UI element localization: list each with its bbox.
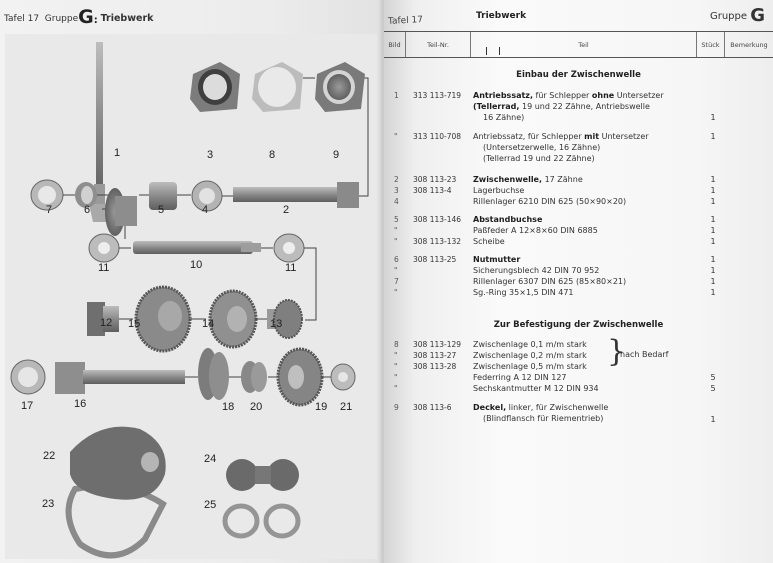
table-header <box>384 31 773 58</box>
bild-number: " <box>394 237 398 246</box>
part-label-13: 13 <box>270 318 283 330</box>
part-label-19: 19 <box>315 401 328 413</box>
part-number: 308 113-25 <box>413 255 457 264</box>
bild-number: " <box>394 351 398 360</box>
part-label-20: 20 <box>250 401 263 413</box>
part-21-nut <box>331 364 355 390</box>
bild-number: " <box>394 384 398 393</box>
part-label-15: 15 <box>128 318 141 330</box>
part-description: Rillenlager 6307 DIN 625 (85×80×21) <box>473 277 627 286</box>
part-number: 308 113-132 <box>413 237 462 246</box>
bild-number: " <box>394 288 398 297</box>
column-header-bemerkung: Bemerkung <box>730 40 768 49</box>
part-17-bearing <box>11 360 45 394</box>
part-label-5: 5 <box>158 204 165 216</box>
part-number: 308 113-6 <box>413 403 452 412</box>
part-number: 308 113-129 <box>413 340 462 349</box>
part-label-2: 2 <box>283 204 290 216</box>
part-description: Rillenlager 6210 DIN 625 (50×90×20) <box>473 197 627 206</box>
part-24-cover <box>226 459 299 491</box>
part-description: Antriebssatz, für Schlepper mit Untersetzer (Untersetzerwelle, 16 Zähne) (Tellerrad 19 und 22 Zähne) <box>473 132 649 163</box>
separator: : <box>93 15 98 26</box>
part-label-1: 1 <box>114 147 121 159</box>
part-description: Sg.-Ring 35×1,5 DIN 471 <box>473 288 574 297</box>
bild-number: " <box>394 226 398 235</box>
quantity: 1 <box>710 113 716 122</box>
part-14-gear <box>210 291 256 347</box>
part-label-18: 18 <box>222 401 235 413</box>
part-label-14: 14 <box>202 318 215 330</box>
part-label-6: 6 <box>84 204 91 216</box>
part-15-gear <box>136 287 190 351</box>
part-description: Zwischenlage 0,5 m/m stark <box>473 362 587 371</box>
quantity: 1 <box>710 255 716 264</box>
part-description: Federring A 12 DIN 127 <box>473 373 567 382</box>
column-header-stueck: Stück <box>697 32 725 57</box>
bild-number: 8 <box>394 340 399 349</box>
column-header-teil-nr: Teil-Nr. <box>406 32 471 57</box>
part-description: Sicherungsblech 42 DIN 70 952 <box>473 266 600 275</box>
bild-number: " <box>394 132 398 141</box>
part-11-seal-right <box>274 234 304 262</box>
part-8-gasket <box>252 62 303 112</box>
gruppe-text: Gruppe <box>709 11 748 22</box>
section-heading: Einbau der Zwischenwelle <box>516 70 641 80</box>
part-description: Paßfeder A 12×8×60 DIN 6885 <box>473 226 598 235</box>
indent-tick-mark <box>499 47 500 55</box>
part-label-7: 7 <box>46 204 53 216</box>
quantity: 1 <box>710 215 716 224</box>
part-10-shaft <box>133 241 261 254</box>
part-description: Zwischenlage 0,2 m/m stark <box>473 351 587 360</box>
part-label-17: 17 <box>21 400 34 412</box>
part-25-gasket <box>225 506 298 536</box>
bild-number: 7 <box>394 277 399 286</box>
part-label-11-left: 11 <box>98 262 110 274</box>
quantity: 1 <box>710 415 716 424</box>
bild-number: 4 <box>394 197 399 206</box>
part-label-24: 24 <box>204 453 217 465</box>
part-description: Deckel, linker, für Zwischenwelle (Blindflansch für Riementrieb) <box>473 403 609 423</box>
part-description: Abstandbuchse <box>473 215 543 224</box>
part-2-intermediate-shaft <box>233 182 359 208</box>
gruppe-letter: G <box>750 5 765 26</box>
page-title: Triebwerk <box>476 11 527 21</box>
part-number: 308 113-27 <box>413 351 457 360</box>
quantity: 1 <box>710 266 716 275</box>
part-11-seal-left <box>89 234 119 262</box>
part-number: 308 113-146 <box>413 215 462 224</box>
part-description: Nutmutter <box>473 255 521 264</box>
part-label-25: 25 <box>204 499 217 511</box>
tafel-label: Tafel 17 <box>4 14 40 24</box>
part-number: 308 113-28 <box>413 362 457 371</box>
quantity: 1 <box>710 197 716 206</box>
part-label-12: 12 <box>100 317 113 329</box>
section-title: Triebwerk <box>100 13 154 24</box>
section-heading: Zur Befestigung der Zwischenwelle <box>493 320 664 330</box>
bild-number: " <box>394 373 398 382</box>
indent-tick-mark <box>486 47 487 55</box>
part-20-gear <box>241 361 267 393</box>
part-label-23: 23 <box>42 498 55 510</box>
part-number: 308 113-23 <box>413 175 457 184</box>
gruppe-label: Gruppe <box>44 14 79 24</box>
part-number: 313 113-719 <box>413 91 462 100</box>
quantity: 1 <box>710 288 716 297</box>
part-label-3: 3 <box>207 149 214 161</box>
quantity: 1 <box>710 237 716 246</box>
bild-number: " <box>394 266 398 275</box>
bild-number: 1 <box>394 91 399 100</box>
part-1-drive-shaft <box>89 42 137 239</box>
part-16-pinion-shaft <box>55 362 185 394</box>
bild-number: 2 <box>394 175 399 184</box>
gruppe-letter: G <box>78 6 94 28</box>
right-page <box>384 0 773 563</box>
left-page-header <box>4 6 153 28</box>
quantity: 1 <box>710 277 716 286</box>
part-number: 308 113-4 <box>413 186 452 195</box>
part-description: Zwischenwelle, 17 Zähne <box>473 175 583 184</box>
parts-illustration <box>5 34 377 559</box>
quantity: 5 <box>710 373 716 382</box>
quantity: 1 <box>710 226 716 235</box>
part-label-9: 9 <box>333 149 340 161</box>
part-label-11-right: 11 <box>285 262 297 274</box>
part-number: 313 110-708 <box>413 132 462 141</box>
quantity: 5 <box>710 384 716 393</box>
bild-number: 3 <box>394 186 399 195</box>
part-description: Sechskantmutter M 12 DIN 934 <box>473 384 599 393</box>
bild-number: 9 <box>394 403 399 412</box>
bild-number: 6 <box>394 255 399 264</box>
brace-note: nach Bedarf <box>620 350 669 359</box>
column-header-teil <box>471 32 697 57</box>
part-label-8: 8 <box>269 149 276 161</box>
part-label-4: 4 <box>202 204 209 216</box>
exploded-view-drawing <box>5 34 377 559</box>
bild-number: 5 <box>394 215 399 224</box>
bild-number: " <box>394 362 398 371</box>
part-3-bearing-bush <box>190 62 240 112</box>
part-label-21: 21 <box>340 401 353 413</box>
left-page <box>0 0 382 563</box>
part-label-22: 22 <box>43 450 56 462</box>
part-22-side-cover <box>70 427 166 500</box>
part-description: Scheibe <box>473 237 505 246</box>
part-label-16: 16 <box>74 398 87 410</box>
part-description: Zwischenlage 0,1 m/m stark <box>473 340 587 349</box>
part-description: Lagerbuchse <box>473 186 525 195</box>
quantity: 1 <box>710 175 716 184</box>
grouping-brace: } <box>607 334 627 369</box>
part-18-double-gear <box>198 348 229 400</box>
part-label-10: 10 <box>190 259 203 271</box>
part-description: Antriebssatz, für Schlepper ohne Untersetzer (Tellerrad, 19 und 22 Zähne, Antriebswelle 16 Zähne) <box>473 91 664 122</box>
part-19-gear <box>278 349 322 405</box>
part-9-cover <box>315 62 365 112</box>
quantity: 1 <box>710 132 716 141</box>
column-header-teil-label: Teil <box>578 40 589 49</box>
column-header-bild: Bild <box>384 32 406 57</box>
quantity: 1 <box>710 186 716 195</box>
tafel-label: Tafel 17 <box>387 15 424 27</box>
gruppe-label <box>710 5 765 26</box>
